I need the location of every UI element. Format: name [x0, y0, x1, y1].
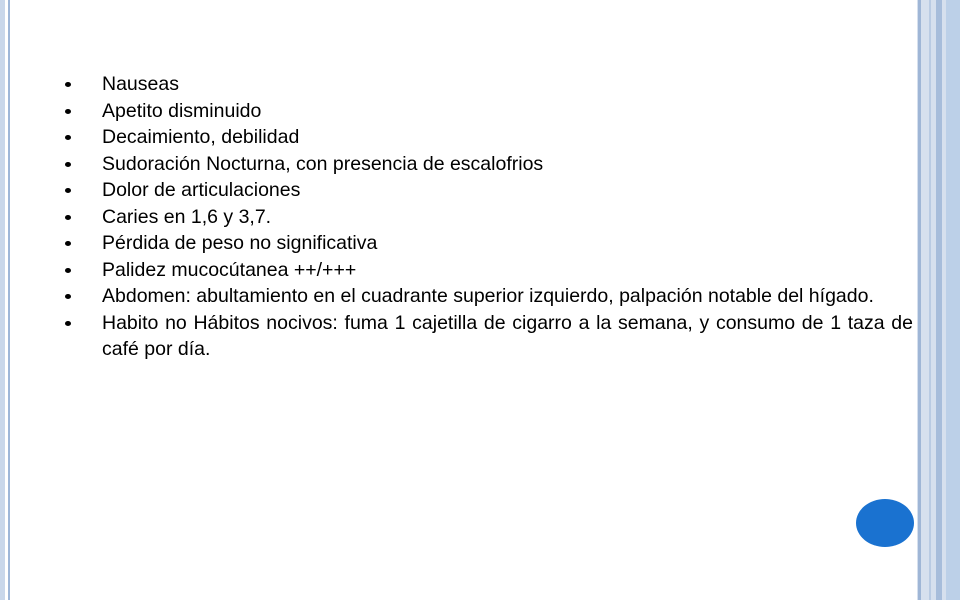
bullet-item-caries: [63, 204, 913, 231]
bullet-item-perdida-peso: [63, 230, 913, 257]
bullet-text: Abdomen: abultamiento en el cuadrante superior izquierdo, palpación notable del hígado.: [102, 285, 874, 307]
bullet-text: Dolor de articulaciones: [102, 179, 301, 201]
bullet-dot-icon: [65, 188, 71, 193]
left-border-line-inner: [8, 0, 10, 600]
right-border-line: [936, 0, 942, 600]
bullet-item-apetito: [63, 98, 913, 125]
bullet-text: Sudoración Nocturna, con presencia de escalofrios: [102, 152, 544, 175]
left-border-line: [0, 0, 5, 600]
bullet-dot-icon: [65, 82, 71, 87]
bullet-dot-icon: [65, 109, 71, 114]
right-border-line: [946, 0, 960, 600]
symptom-bullet-list: [63, 71, 913, 363]
bullet-item-dolor: [63, 177, 913, 204]
bullet-item-habitos: [63, 310, 913, 363]
bullet-text: Decaimiento, debilidad: [102, 126, 300, 148]
bullet-text: Palidez mucocútanea ++/+++: [102, 258, 357, 281]
bullet-text: Apetito disminuido: [102, 99, 262, 122]
bullet-dot-icon: [65, 162, 71, 167]
bullet-dot-icon: [65, 321, 71, 326]
right-border-line: [929, 0, 931, 600]
bullet-dot-icon: [65, 215, 71, 220]
bullet-text: Caries en 1,6 y 3,7.: [102, 205, 272, 228]
bullet-text: Nauseas: [102, 73, 179, 95]
bullet-item-decaimiento: [63, 124, 913, 151]
bullet-dot-icon: [65, 135, 71, 140]
blue-circle-icon[interactable]: [856, 499, 914, 547]
bullet-text: Pérdida de peso no significativa: [102, 232, 378, 254]
bullet-item-nauseas: [63, 71, 913, 98]
right-border-line: [918, 0, 921, 600]
bullet-dot-icon: [65, 241, 71, 246]
bullet-item-palidez: [63, 257, 913, 284]
bullet-text: Habito no Hábitos nocivos: fuma 1 cajetilla de cigarro a la semana, y consumo de 1 taza de café por día.: [102, 311, 913, 360]
bullet-dot-icon: [65, 268, 71, 273]
bullet-item-sudoracion: [63, 151, 913, 178]
bullet-dot-icon: [65, 294, 71, 299]
bullet-item-abdomen: [63, 283, 913, 310]
